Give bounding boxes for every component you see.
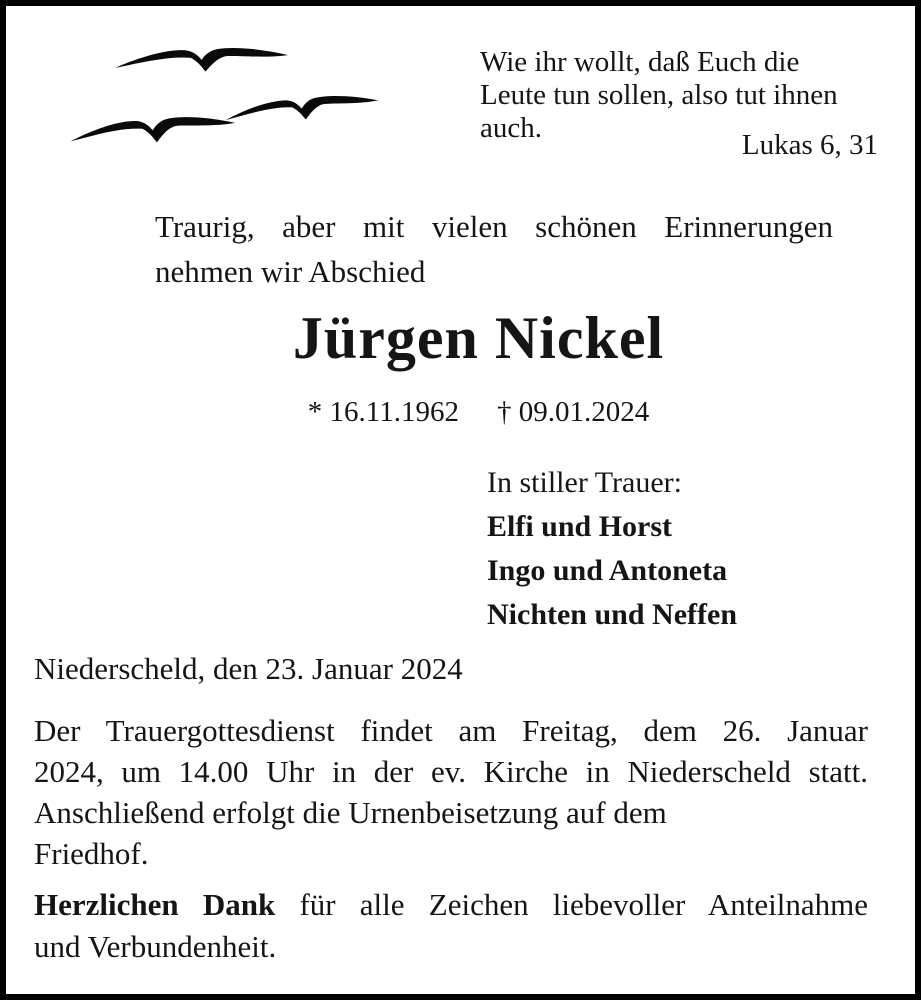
intro-line-1: Traurig, aber mit vielen schönen Erinnerungen — [155, 209, 833, 244]
thanks-text — [34, 884, 868, 968]
scripture-reference: Lukas 6, 31 — [741, 129, 878, 161]
flying-birds-icon — [6, 6, 426, 176]
mourners-heading: In stiller Trauer: — [487, 466, 682, 499]
bird-icon — [67, 104, 238, 151]
death-date: † 09.01.2024 — [496, 396, 650, 428]
mourners-block — [487, 461, 737, 637]
dateline: Niederscheld, den 23. Januar 2024 — [34, 651, 463, 686]
thanks-bold: Herzlichen Dank — [34, 887, 276, 922]
deceased-name: Jürgen Nickel — [292, 305, 665, 371]
intro-text — [155, 204, 833, 294]
scripture-quote — [480, 46, 880, 162]
quote-line: Wie ihr wollt, daß Euch die — [480, 46, 800, 78]
intro-line-2: nehmen wir Abschied — [155, 254, 426, 289]
thanks-line-1 — [34, 884, 868, 926]
service-line: Der Trauergottesdienst findet am Freitag, dem 26. Januar — [34, 713, 868, 748]
bird-icon — [222, 83, 381, 129]
service-info — [34, 710, 868, 874]
service-line: Friedhof. — [34, 836, 149, 871]
thanks-rest: für alle Zeichen liebevoller Anteilnahme — [299, 887, 868, 922]
thanks-line-2: und Verbundenheit. — [34, 929, 277, 964]
service-line: Anschließend erfolgt die Urnenbeisetzung auf dem — [34, 795, 667, 830]
bird-icon — [112, 37, 290, 77]
service-line: 2024, um 14.00 Uhr in der ev. Kirche in Niederscheld statt. — [34, 754, 868, 789]
quote-line: auch. — [480, 112, 542, 144]
mourner-name: Elfi und Horst — [487, 510, 673, 543]
mourner-name: Nichten und Neffen — [487, 598, 738, 631]
life-dates — [24, 396, 921, 429]
mourner-name: Ingo und Antoneta — [487, 554, 728, 587]
birth-date: * 16.11.1962 — [307, 396, 459, 428]
quote-line: Leute tun sollen, also tut ihnen — [480, 79, 838, 111]
